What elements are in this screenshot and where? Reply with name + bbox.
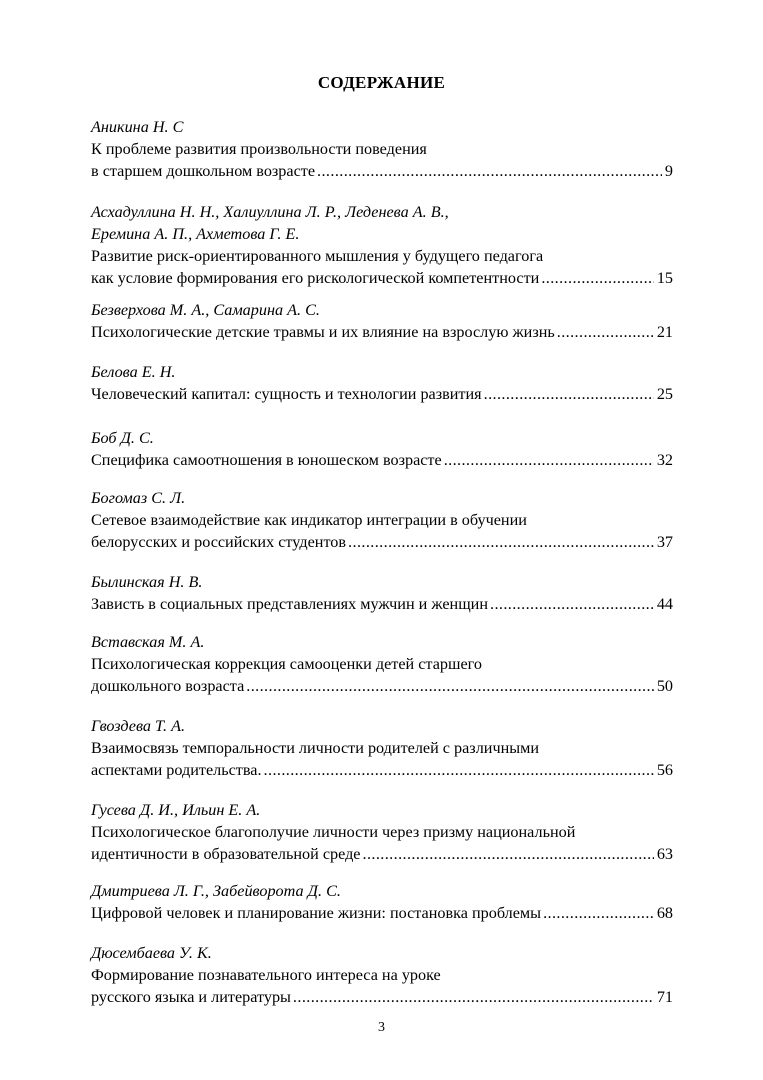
entry-title: Зависть в социальных представлениях мужчин и женщин	[91, 595, 488, 613]
entry-title: Взаимосвязь темпоральности личности родителей с различными	[91, 739, 540, 757]
dot-leader	[543, 902, 654, 924]
entry-title: Сетевое взаимодействие как индикатор интеграции в обучении	[91, 511, 527, 529]
entry-title: Специфика самоотношения в юношеском возрасте	[91, 451, 442, 469]
toc-entry	[91, 487, 673, 553]
dot-leader	[246, 675, 654, 697]
entry-title: аспектами родительства.	[91, 761, 262, 779]
entry-authors: Безверхова М. А., Самарина А. С.	[91, 301, 320, 319]
entry-page-number: 21	[656, 323, 673, 341]
entry-title-line	[91, 383, 673, 405]
entry-title-line	[91, 986, 673, 1008]
dot-leader	[317, 160, 662, 182]
dot-leader	[363, 843, 654, 865]
entry-title-line	[91, 902, 673, 924]
dot-leader	[557, 321, 654, 343]
entry-authors: Гусева Д. И., Ильин Е. А.	[91, 801, 261, 819]
page-title: СОДЕРЖАНИЕ	[317, 73, 446, 92]
entry-authors: Гвоздева Т. А.	[91, 717, 186, 735]
entry-page-number: 15	[656, 269, 673, 287]
toc-entry	[91, 427, 673, 471]
entry-title: идентичности в образовательной среде	[91, 845, 361, 863]
entry-title-line	[91, 267, 673, 289]
entry-title: Психологическая коррекция самооценки детей старшего	[91, 655, 482, 673]
toc-entry	[91, 201, 673, 289]
entry-title-line	[91, 449, 673, 471]
entry-title: Человеческий капитал: сущность и технологии развития	[91, 385, 482, 403]
entry-title: русского языка и литературы	[91, 988, 291, 1006]
entry-page-number: 25	[656, 385, 673, 403]
entry-page-number: 32	[656, 451, 673, 469]
entry-title-line	[91, 759, 673, 781]
entry-page-number: 44	[656, 595, 673, 613]
entry-title: в старшем дошкольном возрасте	[91, 162, 316, 180]
entry-title-line	[91, 593, 673, 615]
entry-page-number: 56	[656, 761, 673, 779]
dot-leader	[541, 267, 653, 289]
entry-authors: Вставская М. А.	[91, 633, 205, 651]
entry-page-number: 68	[656, 904, 673, 922]
dot-leader	[293, 986, 654, 1008]
entry-page-number: 9	[664, 162, 673, 180]
entry-authors: Богомаз С. Л.	[91, 489, 186, 507]
entry-title: Психологические детские травмы и их влияние на взрослую жизнь	[91, 323, 555, 341]
entry-title-line	[91, 160, 673, 182]
toc-entry	[91, 571, 673, 615]
page-number: 3	[378, 1020, 385, 1035]
entry-page-number: 71	[656, 988, 673, 1006]
dot-leader	[444, 449, 654, 471]
entry-page-number: 50	[656, 677, 673, 695]
entry-page-number: 63	[656, 845, 673, 863]
toc-entry	[91, 942, 673, 1008]
dot-leader	[348, 531, 654, 553]
dot-leader	[484, 383, 654, 405]
toc-entry	[91, 299, 673, 343]
entry-title-line	[91, 531, 673, 553]
entry-authors: Еремина А. П., Ахметова Г. Е.	[91, 225, 300, 243]
entry-authors: Дюсембаева У. К.	[91, 944, 212, 962]
entry-title: К проблеме развития произвольности поведения	[91, 140, 427, 158]
toc-entry	[91, 361, 673, 405]
entry-authors: Боб Д. С.	[91, 429, 154, 447]
toc-entry	[91, 631, 673, 697]
entry-page-number: 37	[656, 533, 673, 551]
entry-authors: Аникина Н. С	[91, 118, 184, 136]
entry-title: белорусских и российских студентов	[91, 533, 347, 551]
toc-entry	[91, 715, 673, 781]
entry-title-line	[91, 843, 673, 865]
dot-leader	[264, 759, 654, 781]
entry-authors: Дмитриева Л. Г., Забейворота Д. С.	[91, 882, 341, 900]
toc-entry	[91, 880, 673, 924]
entry-title: дошкольного возраста	[91, 677, 245, 695]
entry-authors: Асхадуллина Н. Н., Халиуллина Л. Р., Леденева А. В.,	[91, 203, 449, 221]
entry-title: Цифровой человек и планирование жизни: постановка проблемы	[91, 904, 542, 922]
entry-title: Развитие риск-ориентированного мышления у будущего педагога	[91, 247, 544, 265]
entry-title: Формирование познавательного интереса на уроке	[91, 966, 441, 984]
entry-title: как условие формирования его рискологической компетентности	[91, 269, 540, 287]
entry-title-line	[91, 675, 673, 697]
dot-leader	[490, 593, 654, 615]
toc-entry	[91, 799, 673, 865]
entry-authors: Былинская Н. В.	[91, 573, 203, 591]
entry-title-line	[91, 321, 673, 343]
toc-entry	[91, 116, 673, 182]
entry-authors: Белова Е. Н.	[91, 363, 176, 381]
entry-title: Психологическое благополучие личности через призму национальной	[91, 823, 576, 841]
